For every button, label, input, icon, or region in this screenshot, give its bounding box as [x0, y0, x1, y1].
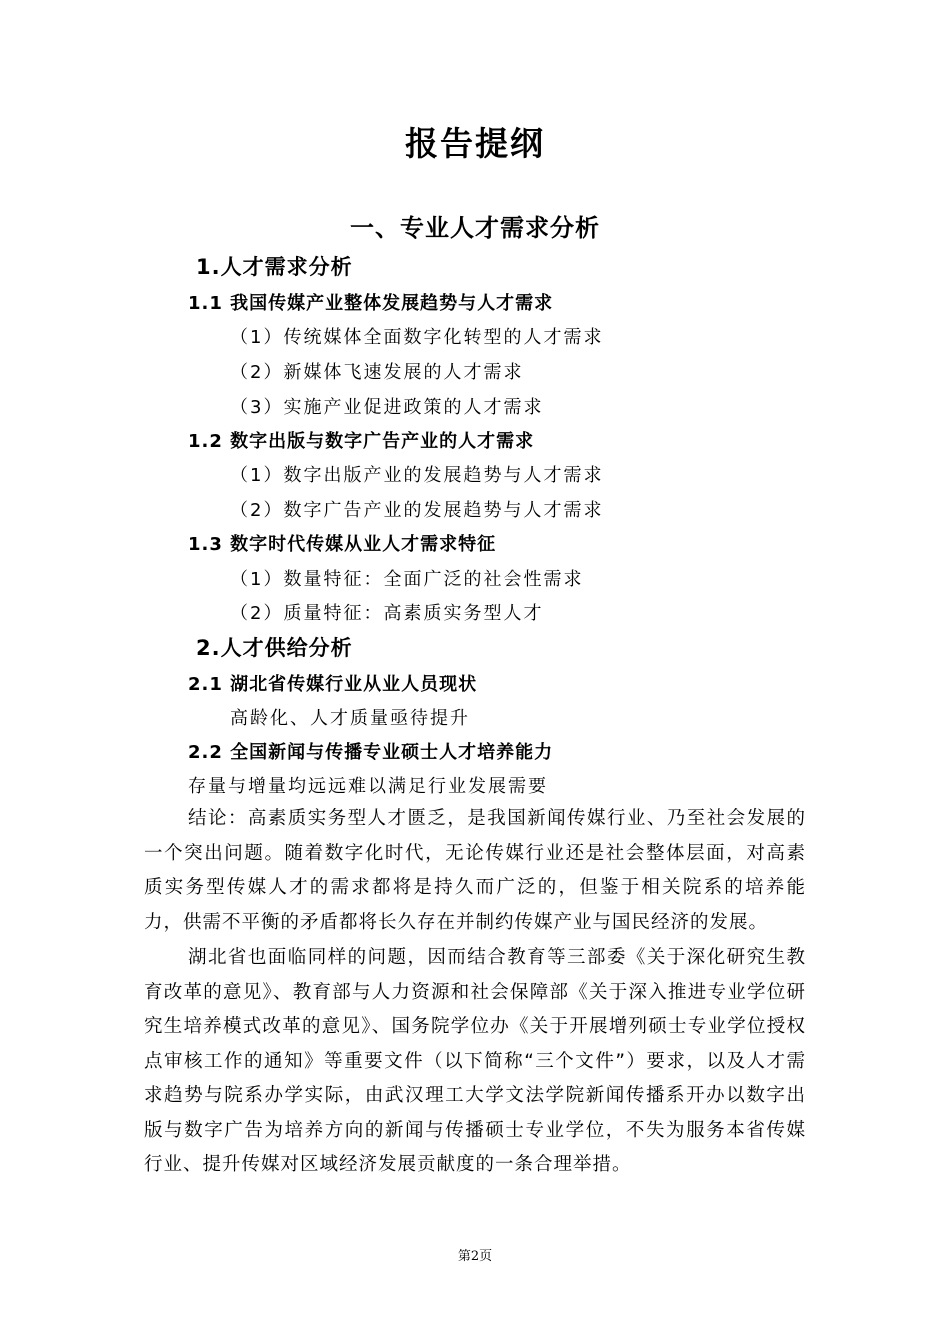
subsection-heading-2-2: 2.2 全国新闻与传播专业硕士人才培养能力	[188, 742, 554, 763]
list-item: （2）质量特征：高素质实务型人才	[230, 603, 544, 624]
list-item: （1）数字出版产业的发展趋势与人才需求	[230, 465, 604, 486]
list-item: （1）数量特征：全面广泛的社会性需求	[230, 569, 584, 590]
list-item: （2）数字广告产业的发展趋势与人才需求	[230, 500, 604, 521]
list-item: （2）新媒体飞速发展的人才需求	[230, 362, 524, 383]
subsection-heading-1-1: 1.1 我国传媒产业整体发展趋势与人才需求	[188, 293, 554, 314]
chapter-heading: 一、专业人才需求分析	[350, 214, 600, 242]
subsection-heading-1-3: 1.3 数字时代传媒从业人才需求特征	[188, 534, 497, 555]
body-paragraph: 湖北省也面临同样的问题，因而结合教育等三部委《关于深化研究生教育改革的意见》、教育部与人力资源和社会保障部《关于深入推进专业学位研究生培养模式改革的意见》、国务院学位办《关于开展增列硕士专业学位授权点审核工作的通知》等重要文件（以下简称“三个文件”）要求，以及人才需求趋势与院系办学实际，由武汉理工大学文法学院新闻传播系开办以数字出版与数字广告为培养方向的新闻与传播硕士专业学位，不失为服务本省传媒行业、提升传媒对区域经济发展贡献度的一条合理举措。	[144, 947, 806, 1175]
subsection-text: 存量与增量均远远难以满足行业发展需要	[188, 776, 548, 797]
subsection-heading-1-2: 1.2 数字出版与数字广告产业的人才需求	[188, 431, 535, 452]
report-title: 报告提纲	[405, 124, 545, 163]
subsection-heading-2-1: 2.1 湖北省传媒行业从业人员现状	[188, 674, 478, 695]
page-number: 第2页	[457, 1249, 493, 1264]
list-item: （1）传统媒体全面数字化转型的人才需求	[230, 327, 604, 348]
section-heading-2: 2.人才供给分析	[196, 636, 353, 660]
list-item: （3）实施产业促进政策的人才需求	[230, 397, 544, 418]
list-item: 高龄化、人才质量亟待提升	[230, 708, 470, 729]
conclusion-paragraph: 结论：高素质实务型人才匮乏，是我国新闻传媒行业、乃至社会发展的一个突出问题。随着数字化时代，无论传媒行业还是社会整体层面，对高素质实务型传媒人才的需求都将是持久而广泛的，但鉴于相关院系的培养能力，供需不平衡的矛盾都将长久存在并制约传媒产业与国民经济的发展。	[144, 808, 806, 933]
section-heading-1: 1.人才需求分析	[196, 255, 353, 279]
